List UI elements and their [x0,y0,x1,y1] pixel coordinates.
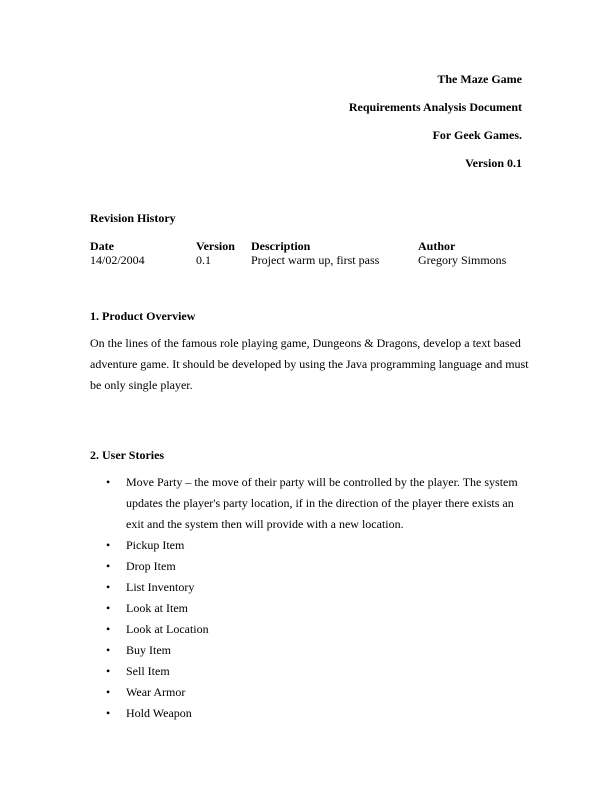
list-item [90,598,522,619]
bullet-icon: • [106,559,111,573]
list-item-text: Buy Item [126,643,171,657]
cell-version: 0.1 [196,253,211,267]
bullet-icon: • [106,538,111,552]
column-header-author: Author [418,239,456,253]
list-item [90,577,522,598]
list-item [90,535,522,556]
list-item [90,640,522,661]
bullet-icon: • [106,580,111,594]
product-overview-paragraph: On the lines of the famous role playing game, Dungeons & Dragons, develop a text based adventure game. It should be developed by using the Java programming language and must be only single player. [90,336,529,392]
list-item-text: Look at Location [126,622,209,636]
column-header-version: Version [196,239,235,253]
bullet-icon: • [106,601,111,615]
column-header-date: Date [90,239,114,253]
bullet-icon: • [106,664,111,678]
list-item [90,472,522,535]
cell-author: Gregory Simmons [418,253,507,267]
list-item [90,556,522,577]
cell-date: 14/02/2004 [90,253,145,267]
revision-history-heading: Revision History [90,211,176,225]
section-heading-user-stories: 2. User Stories [90,448,165,462]
cell-description: Project warm up, first pass [251,253,380,267]
list-item [90,703,522,724]
version-line: Version 0.1 [465,156,522,170]
section-heading-product-overview: 1. Product Overview [90,309,196,323]
bullet-icon: • [106,685,111,699]
document-type: Requirements Analysis Document [348,100,522,114]
list-item-text: Pickup Item [126,538,185,552]
list-item-text: List Inventory [126,580,195,594]
user-stories-list [90,472,522,724]
list-item [90,682,522,703]
bullet-icon: • [106,643,111,657]
column-header-description: Description [251,239,311,253]
bullet-icon: • [106,706,111,720]
list-item [90,661,522,682]
list-item-text: Look at Item [126,601,188,615]
list-item [90,619,522,640]
list-item-text: Hold Weapon [126,706,192,720]
bullet-icon: • [106,475,111,489]
list-item-text: Move Party – the move of their party will be controlled by the player. The system updates the player's party location, if in the direction of the player there exists an exit and the system then will provide with a new location. [126,475,518,531]
list-item-text: Drop Item [126,559,176,573]
list-item-text: Sell Item [126,664,170,678]
list-item-text: Wear Armor [126,685,186,699]
company-line: For Geek Games. [432,128,522,142]
bullet-icon: • [106,622,111,636]
document-title: The Maze Game [437,72,522,86]
